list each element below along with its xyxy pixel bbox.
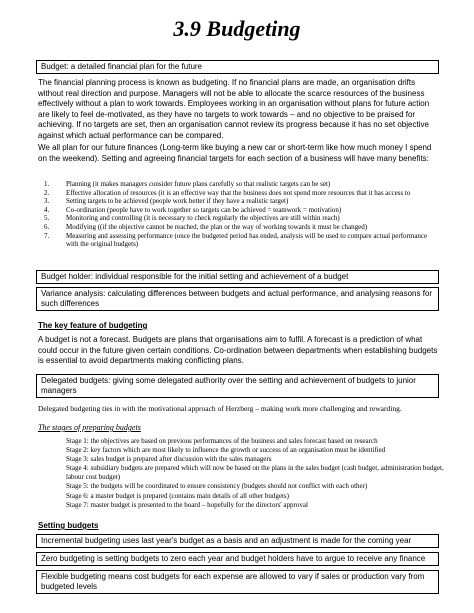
definition-box-flexible: Flexible budgeting means cost budgets for each expense are allowed to vary if sales or production vary from budgeted levels [36, 570, 439, 594]
benefit-item [40, 223, 440, 232]
benefits-list [40, 180, 440, 249]
definition-box-variance-analysis: Variance analysis: calculating differences between budgets and actual performance, and analysing reasons for such differences [36, 287, 439, 311]
benefit-text: Setting targets to be achieved (people work better if they have a realistic target) [66, 197, 289, 206]
benefit-text: Monitoring and controlling (it is necessary to check regularly the objectives are still within reach) [66, 214, 340, 223]
stage-item: Stage 4: subsidiary budgets are prepared which will now be based on the plans in the sales budget (cash budget, administration budget, labour cost budget) [66, 464, 444, 482]
benefit-item [40, 214, 440, 223]
benefit-text: Co-ordination (people have to work together so targets can be achieved = teamwork = motivation) [66, 205, 342, 214]
definition-box-zero: Zero budgeting is setting budgets to zero each year and budget holders have to argue to receive any finance [36, 552, 439, 566]
benefit-number: 6. [44, 222, 50, 231]
stage-item: Stage 3: sales budget is prepared after discussion with the sales managers [66, 455, 272, 464]
benefit-number: 7. [44, 231, 50, 240]
page-title: 3.9 Budgeting [173, 16, 301, 41]
benefit-item [40, 232, 440, 249]
stage-item: Stage 1: the objectives are based on previous performances of the business and sales forecast based on research [66, 437, 378, 445]
stage-item: Stage 6: a master budget is prepared (contains main details of all other budgets) [66, 491, 289, 500]
benefit-item [40, 180, 440, 189]
benefit-text: Measuring and assessing performance (once the budgeted period has ended, analysis will be used to compare actual performance with the original budgets) [66, 231, 428, 249]
definition-box-delegated-budgets: Delegated budgets: giving some delegated authority over the setting and achievement of budgets to junior managers [36, 374, 439, 398]
benefit-number: 3. [44, 197, 50, 206]
benefit-number: 4. [44, 205, 50, 214]
stage-item: Stage 5: the budgets will be coordinated to ensure consistency (budgets should not conflict with each other) [66, 482, 368, 491]
intro-paragraph: The financial planning process is known as budgeting. If no financial plans are made, an organisation drifts without real direction and purpose. Managers will not be able to allocate the scarce resources of the business effectively without a plan to work towards. Employees working in an organisation without plans for future action are likely to feel de-motivated, as they have no targets to work towards – and no objective to be praised for achieving. If no targets are set, then an organisation cannot review its progress because it has no set objective against which actual performance can be compared. [38, 78, 430, 140]
definition-box-incremental: Incremental budgeting uses last year's budget as a basis and an adjustment is made for the coming year [36, 534, 439, 548]
definition-box-budget-holder: Budget holder: individual responsible for the initial setting and achievement of a budget [36, 270, 439, 284]
definition-box-budget: Budget: a detailed financial plan for the future [36, 60, 439, 74]
benefit-number: 1. [44, 180, 50, 188]
heading-key-feature: The key feature of budgeting [38, 321, 148, 330]
benefit-number: 2. [44, 188, 50, 197]
stage-item: Stage 7: master budget is presented to the board – hopefully for the directors' approval [66, 500, 308, 509]
delegated-note: Delegated budgeting ties in with the motivational approach of Herzberg – making work more challenging and rewarding. [38, 404, 402, 413]
benefit-item [40, 197, 440, 206]
stage-item: Stage 2: key factors which are most likely to influence the growth or success of an organisation must be identified [66, 446, 386, 455]
key-feature-paragraph: A budget is not a forecast. Budgets are plans that organisations aim to fulfil. A forecast is a prediction of what could occur in the future given certain conditions. Co-ordination between departments when establishing budgets is essential to avoid departments making conflicting plans. [38, 335, 438, 365]
heading-setting-budgets: Setting budgets [38, 521, 99, 530]
heading-stages: The stages of preparing budgets [38, 423, 141, 432]
benefit-item [40, 189, 440, 198]
benefit-text: Modifying ((if the objective cannot be reached, the plan or the way of working towards it must be changed) [66, 222, 368, 231]
benefit-number: 5. [44, 214, 50, 223]
stages-list [66, 437, 444, 510]
benefit-item [40, 206, 440, 215]
benefit-text: Planning (it makes managers consider future plans carefully so that realistic targets can be set) [66, 180, 331, 188]
benefits-intro-paragraph: We all plan for our future finances (Long-term like buying a new car or short-term like how much money I spend on the weekend). Setting and agreeing financial targets for each section of a business will have many benefits: [38, 143, 432, 163]
benefit-text: Effective allocation of resources (it is an effective way that the business does not spend more resources that it has access to [66, 188, 411, 197]
